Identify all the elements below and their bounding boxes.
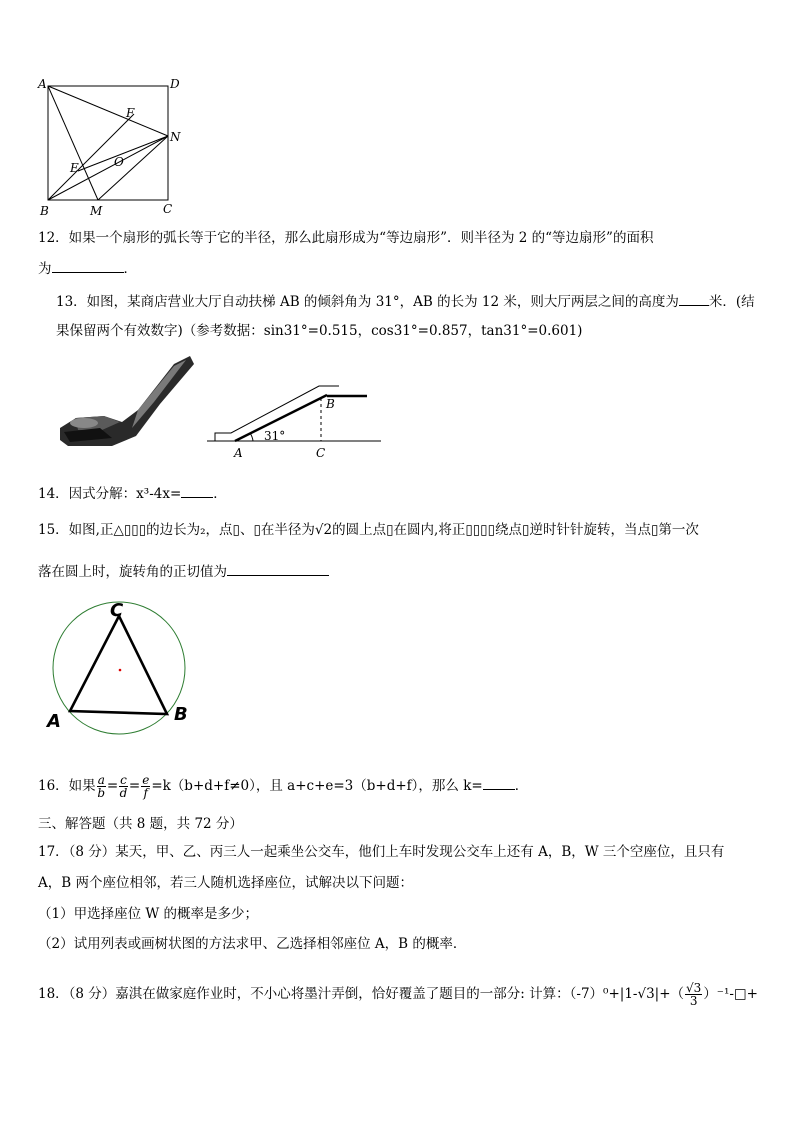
q15-text: 落在圆上时，旋转角的正切值为: [38, 564, 227, 580]
q17-line4: （2）试用列表或画树状图的方法求甲、乙选择相邻座位 A，B 的概率．: [38, 936, 467, 952]
label-D: D: [170, 77, 180, 91]
q14-line: [38, 484, 227, 503]
q12-answer-blank[interactable]: [52, 259, 124, 273]
label-A: A: [38, 77, 47, 91]
label-B: B: [40, 204, 49, 218]
q15-line2: [38, 562, 329, 581]
label-F: F: [126, 106, 135, 120]
circle-label-C: C: [110, 600, 124, 621]
section3-title: 三、解答题（共 8 题，共 72 分）: [38, 816, 243, 832]
q17-line3: （1）甲选择座位 W 的概率是多少；: [38, 906, 259, 922]
q12-prefix: 为: [38, 261, 52, 277]
q15-answer-blank[interactable]: [227, 562, 329, 576]
q15-line1: 15．如图,正△▯▯▯的边长为₂，点▯、▯在半径为√2的圆上点▯在圆内,将正▯▯▯▯绕点▯逆时针针旋转，当点▯第一次: [38, 522, 699, 538]
q18-line: [38, 972, 758, 1016]
circle-label-A: A: [47, 711, 61, 732]
label-N: N: [170, 130, 181, 144]
q16-line: 16．如果 $\frac{a}{b}$ = $\frac{c}{d}$ = $\frac{e}{f}$ =k（b+d+f≠0），且 a+c+e=3（b+d+f），那么 k= ．: [38, 773, 529, 800]
q13-line2: 果保留两个有效数字)（参考数据：sin31°=0.515，cos31°=0.857，tan31°=0.601): [56, 323, 583, 339]
diagram-angle-label: 31°: [264, 429, 286, 443]
q17-line1: 17．（8 分）某天，甲、乙、丙三人一起乘坐公交车，他们上车时发现公交车上还有 A，B，W 三个空座位，且只有: [38, 844, 725, 860]
q12-line1: 12．如果一个扇形的弧长等于它的半径，那么此扇形成为“等边扇形”．则半径为 2 的“等边扇形”的面积: [38, 230, 654, 246]
q13-text-a: 13．如图，某商店营业大厅自动扶梯 AB 的倾斜角为 31°，AB 的长为 12 米，则大厅两层之间的高度为: [56, 294, 679, 310]
q16-fraction-e-f: $\frac{e}{f}$: [142, 773, 150, 800]
q13-text-b: 米．(结: [708, 294, 755, 310]
q14-answer-blank[interactable]: [181, 484, 213, 498]
q14-suffix: ．: [213, 486, 227, 502]
circle-label-B: B: [174, 704, 188, 725]
diagram-label-B: B: [326, 397, 335, 411]
escalator-diagram: [205, 352, 383, 464]
label-C: C: [163, 202, 173, 216]
q13-answer-blank[interactable]: [679, 292, 709, 306]
q16-prefix: 16．如果: [38, 778, 96, 794]
label-E: E: [70, 161, 79, 175]
square-figure: [36, 76, 186, 221]
q18-text: 18．（8 分）嘉淇在做家庭作业时，不小心将墨汁弄倒，恰好覆盖了题目的一部分: 计算：（-7）⁰+|1-√3|+（: [38, 986, 685, 1002]
q14-text: 14．因式分解：x³-4x=: [38, 486, 182, 502]
q13-line1: [56, 292, 755, 311]
q16-answer-blank[interactable]: [483, 776, 515, 790]
q16-fraction-a-b: $\frac{a}{b}$: [97, 773, 106, 800]
q12-suffix: ．: [123, 261, 137, 277]
diagram-label-A: A: [234, 446, 243, 460]
label-M: M: [90, 204, 103, 218]
q12-line2: [38, 259, 137, 278]
q17-line2: A，B 两个座位相邻，若三人随机选择座位，试解决以下问题：: [38, 875, 413, 891]
diagram-label-C: C: [316, 446, 326, 460]
label-O: O: [114, 155, 124, 169]
q18-fraction: $\frac{√3}{3}$: [686, 981, 702, 1008]
q18-after: ）⁻¹-□+: [703, 986, 758, 1002]
escalator-photo: [56, 352, 196, 452]
q16-middle: =k（b+d+f≠0），且 a+c+e=3（b+d+f），那么 k=: [151, 778, 483, 794]
q16-fraction-c-d: $\frac{c}{d}$: [119, 773, 128, 800]
